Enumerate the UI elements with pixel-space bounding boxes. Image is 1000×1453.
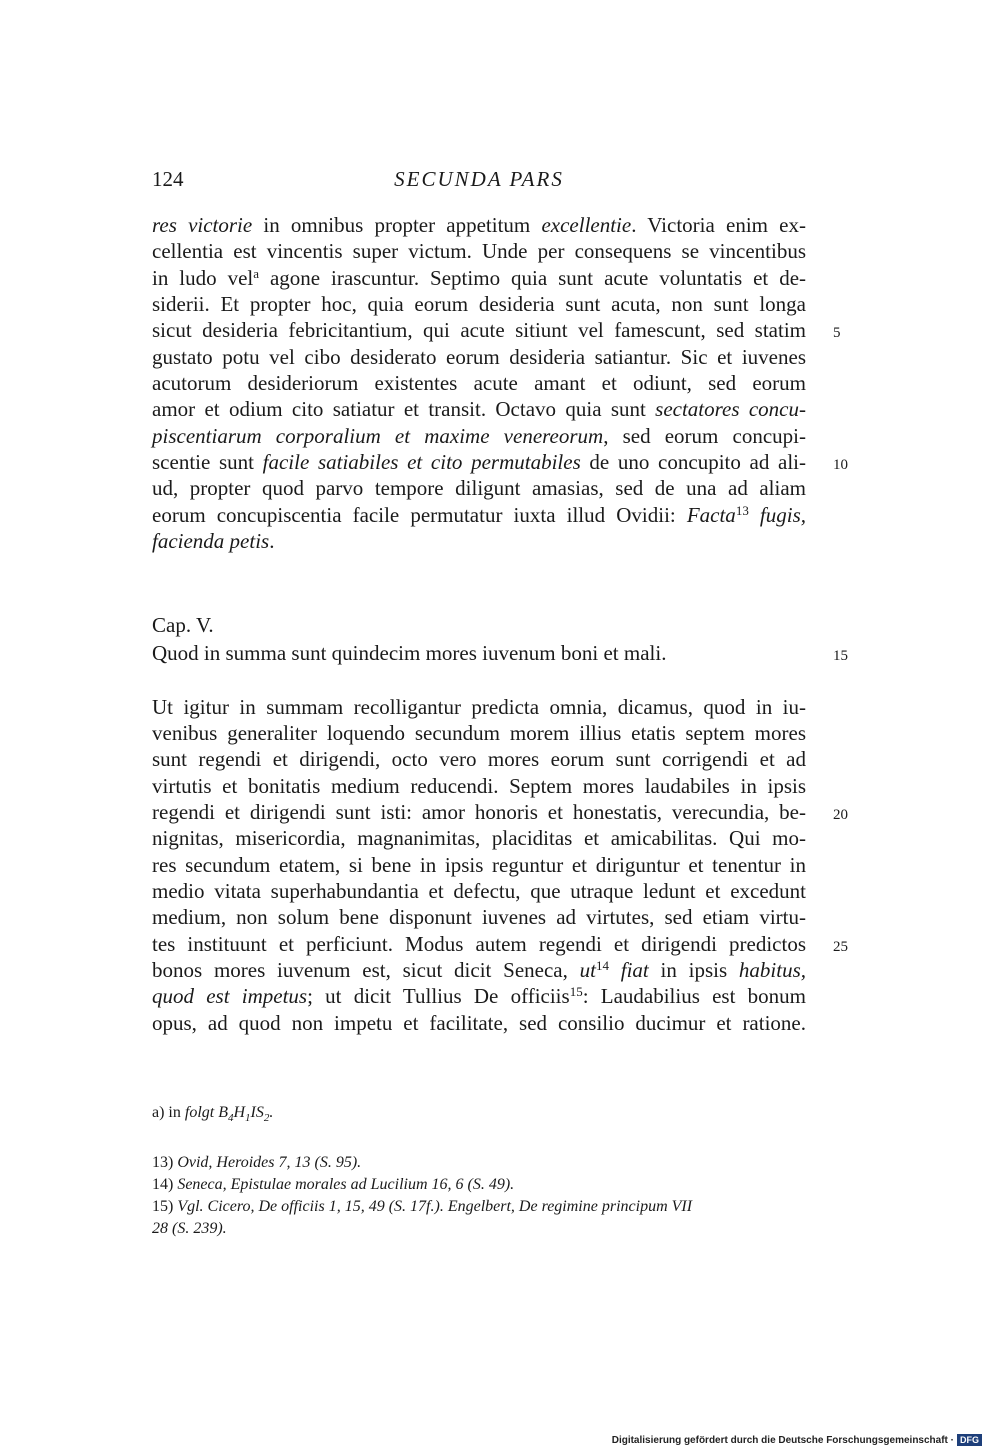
- text-line: in ludo vel$^a$ agone irascuntur. Septimo quia sunt acute voluntatis et de-: [152, 266, 807, 290]
- text-line: opus, ad quod non impetu et facilitate, sed consilio ducimur et ratione.: [152, 1011, 806, 1035]
- text-line: quod est impetus; ut dicit Tullius De officiis$^{15}$: Laudabilius est bonum: [152, 984, 806, 1008]
- text-line: res secundum etatem, si bene in ipsis reguntur et diriguntur et tenentur in: [152, 853, 806, 877]
- text-line: siderii. Et propter hoc, quia eorum desideria sunt acuta, non sunt longa: [152, 292, 806, 316]
- text-line: sicut desideria febricitantium, qui acute sitiunt vel famescunt, sed statim: [152, 318, 806, 342]
- footnote-marker: 13: [735, 503, 749, 518]
- footnote-marker: 14: [595, 958, 609, 973]
- text-line: medium, non solum bene disponunt iuvenes ad virtutes, sed etiam virtu-: [152, 905, 806, 929]
- line-number: 10: [833, 457, 848, 473]
- text-line: res victorie in omnibus propter appetitum excellentie. Victoria enim ex-: [152, 213, 806, 237]
- footnote: 14) Seneca, Epistulae morales ad Lucilium 16, 6 (S. 49).: [152, 1176, 515, 1193]
- text-line: tes instituunt et perficiunt. Modus autem regendi et dirigendi predictos: [152, 932, 806, 956]
- credit-text: Digitalisierung gefördert durch die Deutsche Forschungsgemeinschaft ·: [611, 1434, 954, 1446]
- text-line: amor et odium cito satiatur et transit. Octavo quia sunt sectatores concu-: [152, 397, 806, 421]
- line-number: 25: [833, 939, 848, 955]
- text-line: Ut igitur in summam recolligantur predicta omnia, dicamus, quod in iu-: [152, 695, 806, 719]
- text-line: nignitas, misericordia, magnanimitas, placiditas et amicabilitas. Qui mo-: [152, 826, 806, 850]
- chapter-title: Quod in summa sunt quindecim mores iuvenum boni et mali.: [152, 641, 667, 665]
- chapter-label: Cap. V.: [152, 613, 214, 637]
- text-line: venibus generaliter loquendo secundum morem illius etatis septem mores: [152, 721, 806, 745]
- apparatus-note: a) in folgt $B_4H_1IS_2$.: [152, 1104, 274, 1124]
- text-line: sunt regendi et dirigendi, octo vero mores eorum sunt corrigendi et ad: [152, 747, 806, 771]
- text-line: facienda petis.: [152, 529, 275, 553]
- footnote-marker: 15: [569, 984, 583, 999]
- running-title: SECUNDA PARS: [394, 167, 564, 191]
- text-line: eorum concupiscentia facile permutatur iuxta illud Ovidii: Facta$^{13}$ fugis,: [152, 503, 806, 527]
- footnote: 13) Ovid, Heroides 7, 13 (S. 95).: [152, 1154, 362, 1171]
- line-number: 5: [833, 325, 841, 341]
- text-line: cellentia est vincentis super victum. Unde per consequens se vincentibus: [152, 239, 806, 263]
- text-line: regendi et dirigendi sunt isti: amor honoris et honestatis, verecundia, be-: [152, 800, 806, 824]
- text-line: ud, propter quod parvo tempore diligunt amasias, sed de una ad aliam: [152, 476, 806, 500]
- text-line: gustato potu vel cibo desiderato eorum desideria satiantur. Sic et iuvenes: [152, 345, 806, 369]
- page-number: 124: [152, 167, 184, 191]
- text-line: bonos mores iuvenum est, sicut dicit Seneca, $ut^{14}$ fiat in ipsis habitus,: [152, 958, 806, 982]
- text-line: virtutis et bonitatis medium reducendi. Septem mores laudabiles in ipsis: [152, 774, 806, 798]
- text-line: medio vitata superhabundantia et defectu, que utraque ledunt et excedunt: [152, 879, 806, 903]
- digitization-credit: [612, 1434, 982, 1446]
- apparatus-marker: a: [253, 266, 260, 281]
- line-number: 15: [833, 648, 848, 664]
- footnote: 15) Vgl. Cicero, De officiis 1, 15, 49 (S. 17f.). Engelbert, De regimine principum VII: [152, 1198, 693, 1215]
- text-line: acutorum desideriorum existentes acute amant et odiunt, sed eorum: [152, 371, 806, 395]
- footnote: 28 (S. 239).: [152, 1220, 227, 1237]
- text-line: piscentiarum corporalium et maxime venereorum, sed eorum concupi-: [152, 424, 806, 448]
- line-number: 20: [833, 807, 848, 823]
- text-line: scentie sunt facile satiabiles et cito permutabiles de uno concupito ad ali-: [152, 450, 807, 474]
- dfg-logo: DFG: [957, 1434, 982, 1446]
